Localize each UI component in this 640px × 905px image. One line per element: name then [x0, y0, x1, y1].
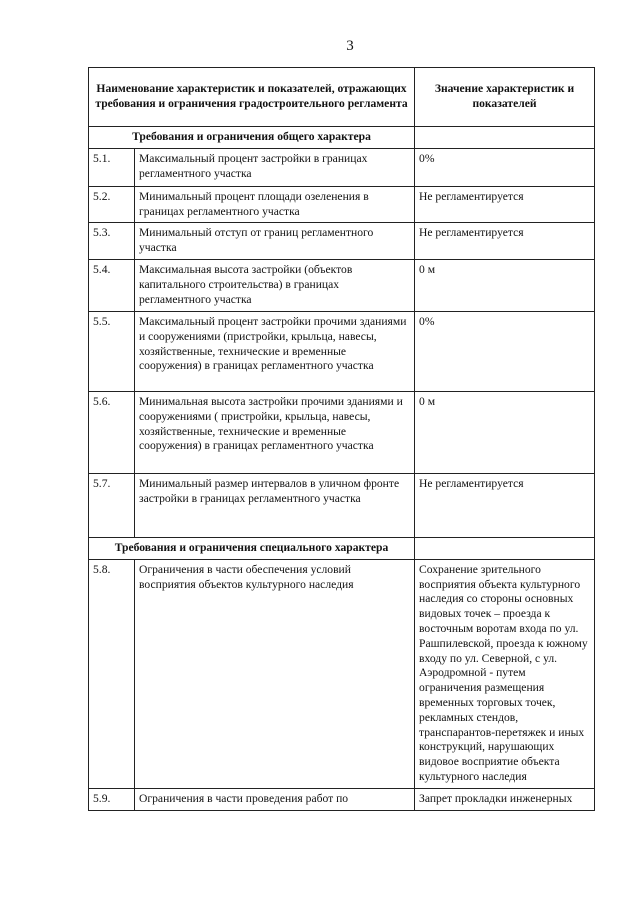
row-name: Минимальный процент площади озеленения в границах регламентного участка — [135, 186, 415, 223]
row-number: 5.9. — [89, 788, 135, 810]
row-number: 5.4. — [89, 259, 135, 311]
section-empty-cell — [415, 537, 595, 559]
row-name: Ограничения в части обеспечения условий восприятия объектов культурного наследия — [135, 559, 415, 788]
row-number: 5.8. — [89, 559, 135, 788]
table-row — [89, 223, 595, 260]
row-value: Сохранение зрительного восприятия объекта культурного наследия со стороны основных видовых точек – проезда к восточным воротам входа по ул. Рашпилевской, проезда к южному входу по ул. Северной, с ул. Аэродромной - путем ограничения размещения временных торговых точек, рекламных стендов, транспарантов-перетяжек и иных конструкций, нарушающих видовое восприятие объекта культурного наследия — [415, 559, 595, 788]
table-row — [89, 259, 595, 311]
row-value: 0% — [415, 311, 595, 391]
row-value: Не регламентируется — [415, 473, 595, 537]
table-row — [89, 559, 595, 788]
table-header-row — [89, 68, 595, 127]
row-value: Запрет прокладки инженерных — [415, 788, 595, 810]
table-row — [89, 311, 595, 391]
row-number: 5.3. — [89, 223, 135, 260]
row-name: Максимальный процент застройки прочими зданиями и сооружениями (пристройки, крыльца, навесы, хозяйственные, технические и временные сооружения) в границах регламентного участка — [135, 311, 415, 391]
row-value: Не регламентируется — [415, 223, 595, 260]
row-value: 0 м — [415, 391, 595, 473]
row-value: 0% — [415, 148, 595, 186]
header-value: Значение характеристик и показателей — [415, 68, 595, 127]
header-name: Наименование характеристик и показателей, отражающих требования и ограничения градостроительного регламента — [89, 68, 415, 127]
table-row — [89, 148, 595, 186]
row-number: 5.6. — [89, 391, 135, 473]
page-number: 3 — [346, 38, 354, 54]
row-name: Минимальный размер интервалов в уличном фронте застройки в границах регламентного участка — [135, 473, 415, 537]
row-number: 5.2. — [89, 186, 135, 223]
row-name: Ограничения в части проведения работ по — [135, 788, 415, 810]
row-number: 5.1. — [89, 148, 135, 186]
row-number: 5.5. — [89, 311, 135, 391]
row-name: Минимальная высота застройки прочими зданиями и сооружениями ( пристройки, крыльца, навесы, хозяйственные, технические и временные сооружения) в границах регламентного участка — [135, 391, 415, 473]
table-row — [89, 186, 595, 223]
table-row — [89, 788, 595, 810]
section-title: Требования и ограничения общего характера — [89, 127, 415, 149]
row-value: 0 м — [415, 259, 595, 311]
regulation-table — [88, 67, 595, 811]
table-row — [89, 391, 595, 473]
row-name: Минимальный отступ от границ регламентного участка — [135, 223, 415, 260]
row-name: Максимальный процент застройки в границах регламентного участка — [135, 148, 415, 186]
section-row-special — [89, 537, 595, 559]
table-row — [89, 473, 595, 537]
section-empty-cell — [415, 127, 595, 149]
row-number: 5.7. — [89, 473, 135, 537]
row-name: Максимальная высота застройки (объектов капитального строительства) в границах регламентного участка — [135, 259, 415, 311]
section-title: Требования и ограничения специального характера — [89, 537, 415, 559]
row-value: Не регламентируется — [415, 186, 595, 223]
section-row-general — [89, 127, 595, 149]
